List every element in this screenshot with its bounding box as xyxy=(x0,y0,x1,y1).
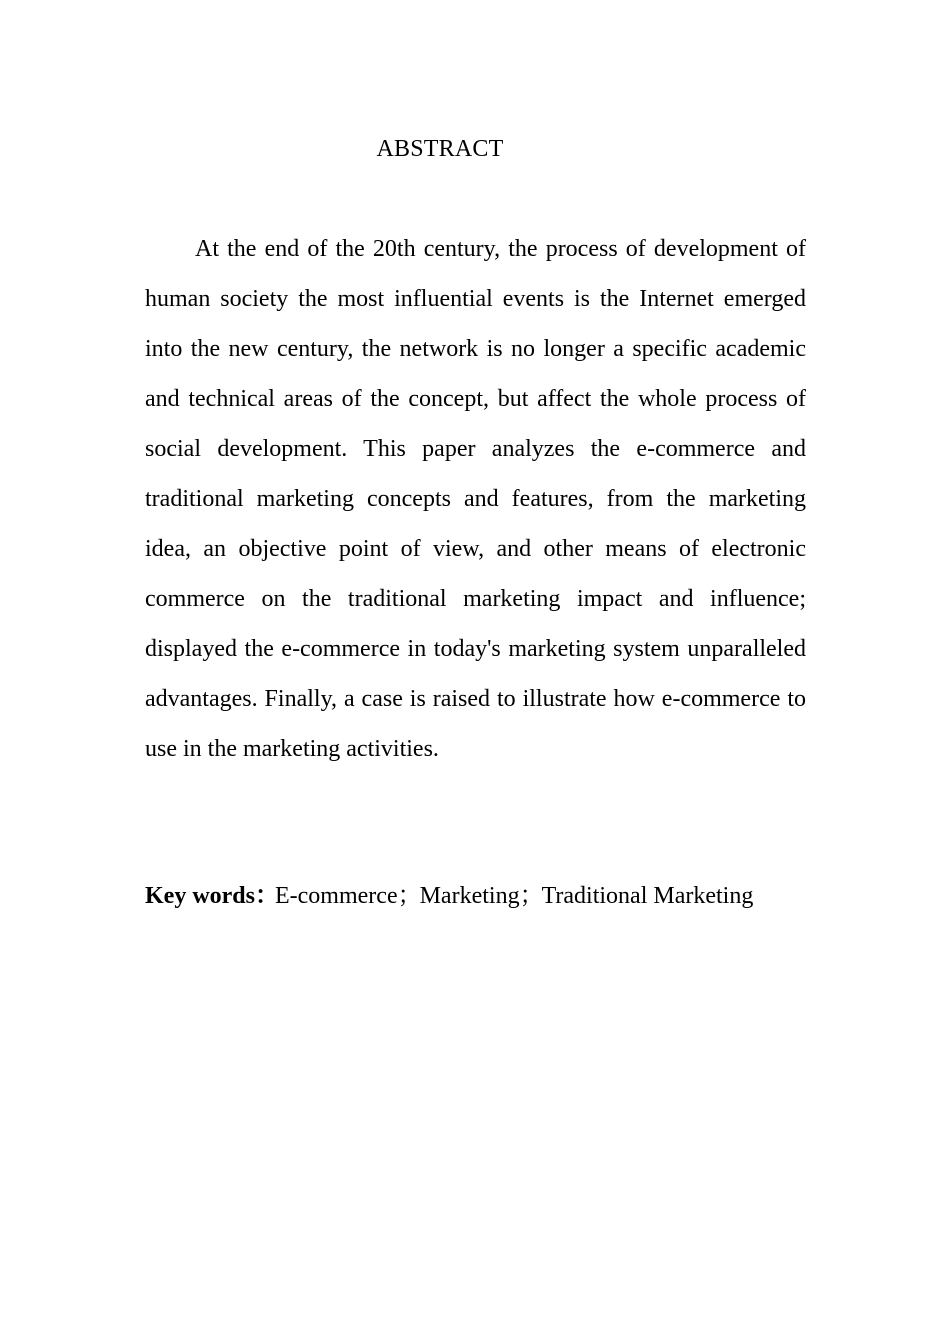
abstract-title: ABSTRACT xyxy=(376,136,504,162)
keyword-item: E-commerce xyxy=(275,883,398,909)
keyword-separator: ； xyxy=(397,883,422,909)
keywords-colon: ： xyxy=(255,883,279,909)
keyword-item: Marketing xyxy=(419,883,520,909)
keywords-line xyxy=(145,871,845,921)
keyword-separator: ； xyxy=(519,883,544,909)
keyword-item: Traditional Marketing xyxy=(541,883,754,909)
keywords-label: Key words xyxy=(145,883,255,909)
abstract-body: At the end of the 20th century, the process of development of human society the most influential events is the Internet emerged into the new century, the network is no longer a specific academic and technical areas of the concept, but affect the whole process of social development. This paper analyzes the e-commerce and traditional marketing concepts and features, from the marketing idea, an objective point of view, and other means of electronic commerce on the traditional marketing impact and influence; displayed the e-commerce in today's marketing system unparalleled advantages. Finally, a case is raised to illustrate how e-commerce to use in the marketing activities. xyxy=(145,236,806,762)
